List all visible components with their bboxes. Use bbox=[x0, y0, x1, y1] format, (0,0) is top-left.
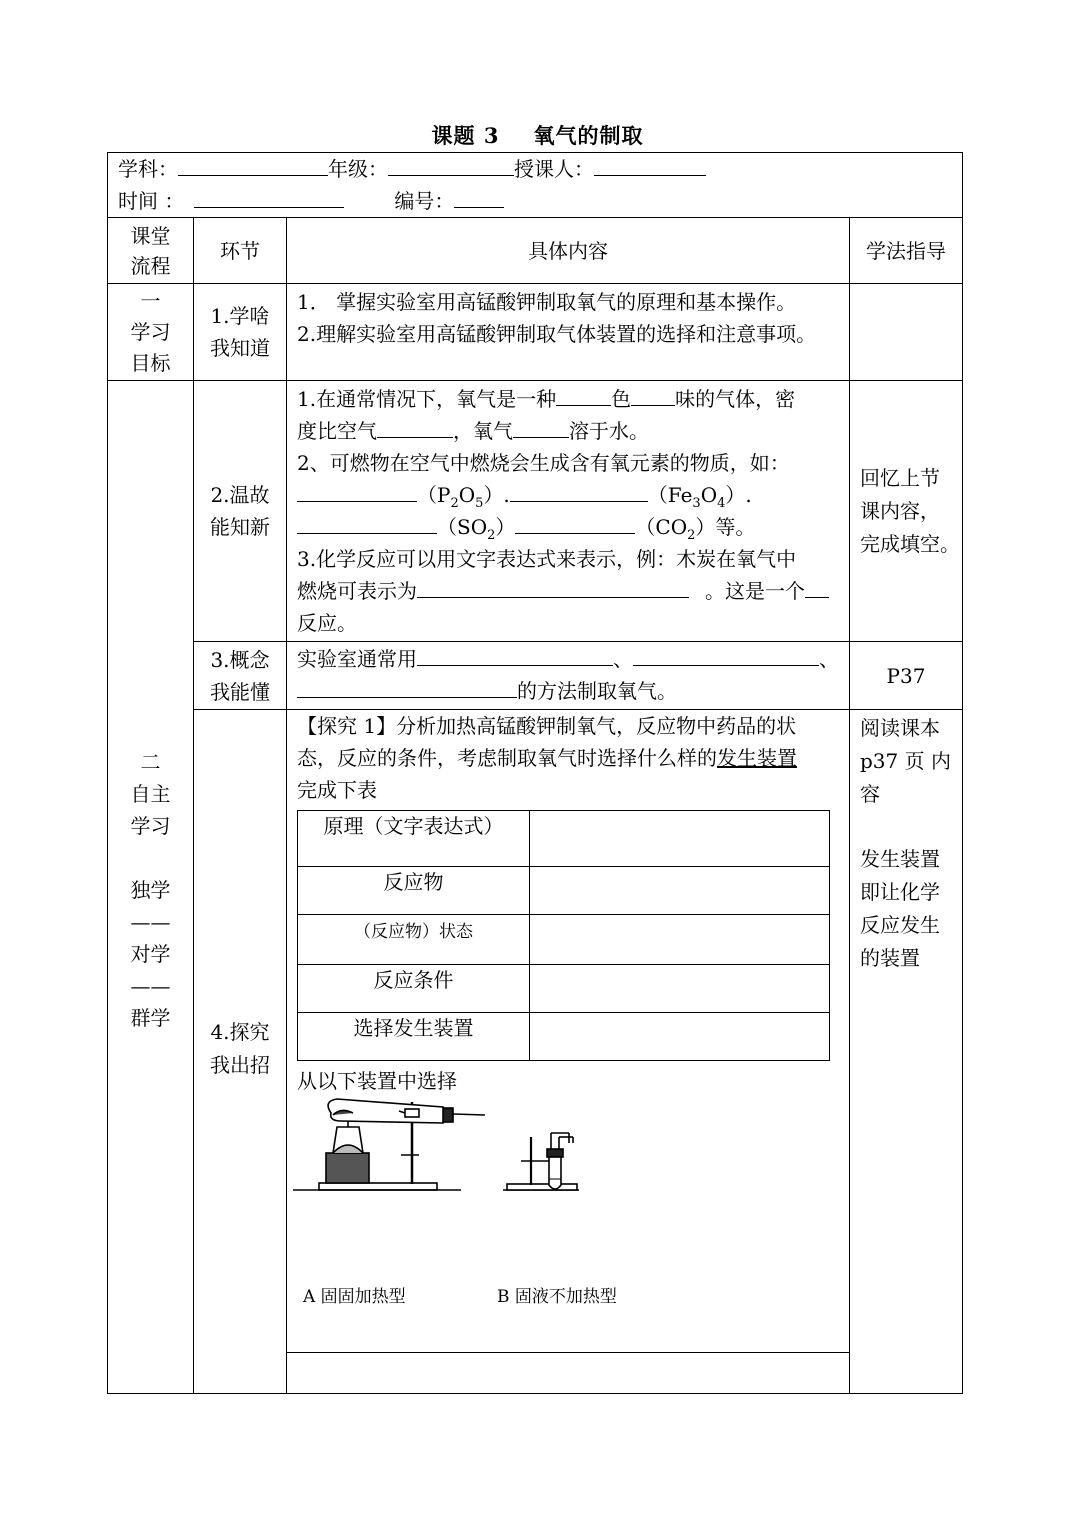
blank-method-3[interactable] bbox=[297, 675, 517, 698]
guide-cell-4: 阅读课本 p37 页 内 容 发生装置 即让化学 反应发生 的装置 bbox=[850, 710, 963, 1394]
title-prefix: 课题 3 bbox=[431, 123, 500, 148]
column-header-row bbox=[108, 218, 963, 284]
blank-solubility[interactable] bbox=[513, 415, 569, 438]
blank-co2[interactable] bbox=[515, 511, 635, 534]
number-field[interactable] bbox=[454, 185, 504, 208]
explore-row-reactant-answer[interactable] bbox=[530, 867, 830, 915]
explore-row-apparatus-answer[interactable] bbox=[530, 1013, 830, 1061]
apparatus-b-diagram bbox=[503, 1133, 579, 1190]
content-cell-3: 实验室通常用 、 、 的方法制取氧气。 bbox=[287, 642, 850, 710]
explore-row-reactant-label: 反应物 bbox=[298, 867, 530, 915]
section-cell-4: 4.探究 我出招 bbox=[194, 710, 287, 1394]
time-field[interactable] bbox=[194, 185, 344, 208]
explore-table bbox=[297, 810, 830, 1061]
row-explore bbox=[108, 710, 963, 1394]
apparatus-b-label: B 固液不加热型 bbox=[497, 1287, 617, 1307]
blank-expression[interactable] bbox=[417, 575, 689, 598]
apparatus-figure bbox=[297, 1097, 839, 1347]
col-header-section: 环节 bbox=[194, 218, 287, 284]
blank-so2[interactable] bbox=[297, 511, 437, 534]
row-learning-goals bbox=[108, 284, 963, 381]
blank-reaction-type[interactable] bbox=[805, 575, 829, 598]
section-cell-2: 2.温故 能知新 bbox=[194, 381, 287, 642]
section-cell-3: 3.概念 我能懂 bbox=[194, 642, 287, 710]
apparatus-a-label: A 固固加热型 bbox=[303, 1287, 406, 1307]
explore-row-principle-answer[interactable] bbox=[530, 811, 830, 867]
guide-cell-2: 回忆上节 课内容， 完成填空。 bbox=[850, 381, 963, 642]
blank-color[interactable] bbox=[556, 383, 611, 406]
explore-row-apparatus-label: 选择发生装置 bbox=[298, 1013, 530, 1061]
content-cell-2: 1.在通常情况下，氧气是一种 色 味的气体，密 度比空气 ，氧气 溶于水。 2、可燃物在空气中燃烧会生成含有氧元素的物质，如： $(P_2O_5)$. $(Fe_3O_4)$. $(SO_2)$ $(CO_2)$等。 3.化学反应可以用文字表达式来表示，例：木炭在氧气中 燃烧可表示为 。这是一个 反应。 bbox=[287, 381, 850, 642]
page-title bbox=[0, 120, 1075, 150]
explore-row-state-label: （反应物）状态 bbox=[298, 915, 530, 965]
grade-label: 年级： bbox=[328, 157, 388, 181]
blank-method-1[interactable] bbox=[417, 643, 613, 666]
blank-method-2[interactable] bbox=[633, 643, 819, 666]
col-header-guide: 学法指导 bbox=[850, 218, 963, 284]
apparatus-a-diagram bbox=[293, 1099, 485, 1190]
explore-row-state-answer[interactable] bbox=[530, 915, 830, 965]
row-review bbox=[108, 381, 963, 642]
section-cell-1: 1.学啥 我知道 bbox=[194, 284, 287, 381]
blank-density[interactable] bbox=[377, 415, 453, 438]
subject-label: 学科： bbox=[118, 157, 178, 181]
teacher-label: 授课人： bbox=[514, 157, 594, 181]
time-label: 时间 ： bbox=[118, 189, 185, 213]
grade-field[interactable] bbox=[388, 153, 514, 176]
teacher-field[interactable] bbox=[594, 153, 706, 176]
explore-row-principle-label: 原理（文字表达式） bbox=[298, 811, 530, 867]
col-header-content: 具体内容 bbox=[287, 218, 850, 284]
header-info-cell bbox=[108, 153, 963, 218]
flow-cell-1: 一 学习 目标 bbox=[108, 284, 194, 381]
subject-field[interactable] bbox=[178, 153, 328, 176]
explore-row-condition-answer[interactable] bbox=[530, 965, 830, 1013]
blank-p2o5[interactable] bbox=[297, 479, 417, 502]
lesson-plan-table bbox=[107, 152, 963, 1394]
explore-row-condition-label: 反应条件 bbox=[298, 965, 530, 1013]
blank-fe3o4[interactable] bbox=[510, 479, 648, 502]
content-cell-4: 【探究 1】分析加热高锰酸钾制氧气，反应物中药品的状 态，反应的条件，考虑制取氧气时选择什么样的发生装置 完成下表 原理（文字表达式） 反应物 （反应物）状态 反应条件 选择发生装置 从以下装置中选择 A 固固加热型 B 固液不加热型 bbox=[287, 710, 850, 1394]
guide-cell-3: P37 bbox=[850, 642, 963, 710]
title-main: 氧气的制取 bbox=[533, 123, 644, 148]
row-concept bbox=[108, 642, 963, 710]
blank-smell[interactable] bbox=[631, 383, 675, 406]
guide-cell-1 bbox=[850, 284, 963, 381]
apparatus-drawing bbox=[293, 1097, 633, 1297]
number-label: 编号： bbox=[394, 189, 455, 213]
content-cell-1: 1． 掌握实验室用高锰酸钾制取氧气的原理和基本操作。 2.理解实验室用高锰酸钾制取气体装置的选择和注意事项。 bbox=[287, 284, 850, 381]
flow-cell-2: 二 自主 学习 独学 —— 对学 —— 群学 bbox=[108, 381, 194, 1394]
header-info-row bbox=[108, 153, 963, 218]
col-header-flow: 课堂流程 bbox=[108, 218, 194, 284]
